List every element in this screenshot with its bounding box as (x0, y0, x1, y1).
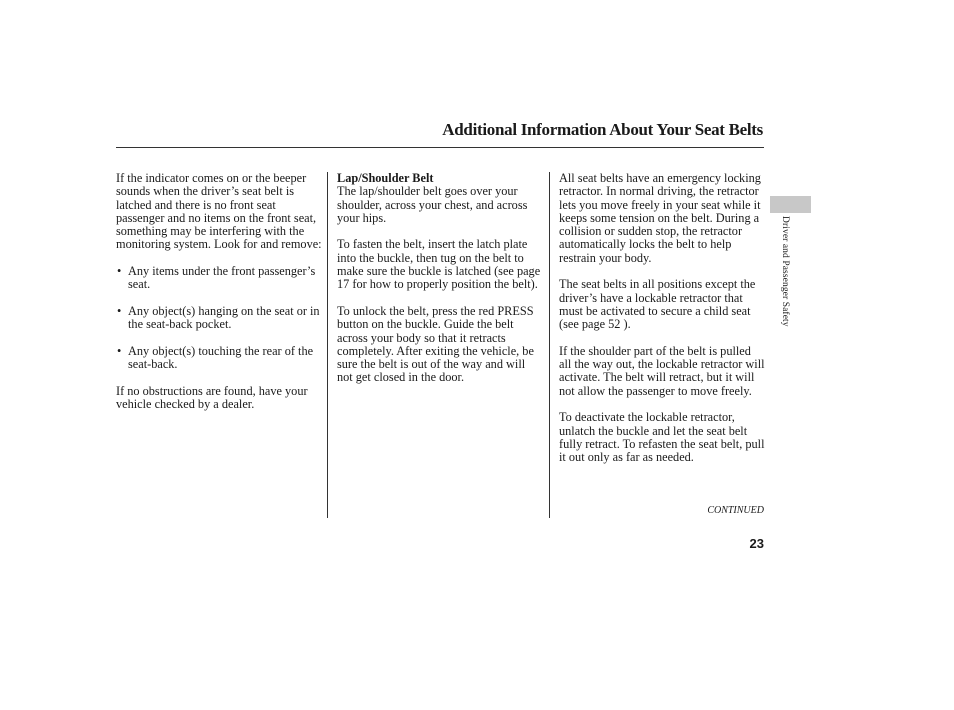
bullet-text: Any object(s) hanging on the seat or in the seat-back pocket. (128, 303, 320, 332)
section-tab-text: Driver and Passenger Safety (780, 216, 790, 327)
body-paragraph: The lap/shoulder belt goes over your shoulder, across your chest, and across your hips. (337, 184, 528, 225)
bullet-icon: • (117, 343, 122, 358)
body-paragraph: To fasten the belt, insert the latch plate into the buckle, then tug on the belt to make sure the buckle is latched (see page 17 for how to properly position the belt). (337, 237, 541, 292)
title-rule (116, 147, 764, 148)
body-paragraph: To unlock the belt, press the red PRESS button on the buckle. Guide the belt across your body so that it retracts completely. After exiting the vehicle, be sure the belt is out of the way and will not get closed in the door. (337, 303, 534, 385)
bullet-text: Any object(s) touching the rear of the seat-back. (128, 343, 314, 372)
section-tab-label (779, 216, 791, 366)
body-paragraph: The seat belts in all positions except the driver’s have a lockable retractor that must be activated to secure a child seat (see page 52 ). (559, 277, 756, 332)
continued-label: CONTINUED (707, 505, 764, 516)
bullet-icon: • (117, 303, 122, 318)
page-number: 23 (749, 536, 764, 551)
closing-paragraph: If no obstructions are found, have your vehicle checked by a dealer. (116, 383, 308, 412)
column-divider (549, 172, 550, 518)
bullet-item (116, 345, 322, 372)
section-heading: Lap/Shoulder Belt (337, 171, 434, 185)
bullet-icon: • (117, 264, 122, 279)
section-tab (770, 196, 811, 213)
intro-paragraph: If the indicator comes on or the beeper sounds when the driver’s seat belt is latched and there is no front seat passenger and no items on the front seat, something may be interfering with the monitoring system. Look for and remove: (116, 171, 322, 252)
column-3 (559, 172, 765, 478)
bullet-item (116, 305, 322, 332)
bullet-item (116, 265, 322, 292)
body-paragraph: All seat belts have an emergency locking retractor. In normal driving, the retractor lets you move freely in your seat while it keeps some tension on the belt. During a collision or sudden stop, the retractor automatically locks the belt to help restrain your body. (559, 171, 761, 265)
column-2 (337, 172, 543, 398)
page-title: Additional Information About Your Seat Belts (442, 120, 763, 139)
bullet-text: Any items under the front passenger’s seat. (128, 264, 316, 292)
column-1 (116, 172, 322, 425)
body-paragraph: If the shoulder part of the belt is pulled all the way out, the lockable retractor will activate. The belt will retract, but it will not allow the passenger to move freely. (559, 343, 765, 398)
body-paragraph: To deactivate the lockable retractor, unlatch the buckle and let the seat belt fully retract. To refasten the seat belt, pull it out only as far as needed. (559, 410, 765, 465)
column-divider (327, 172, 328, 518)
